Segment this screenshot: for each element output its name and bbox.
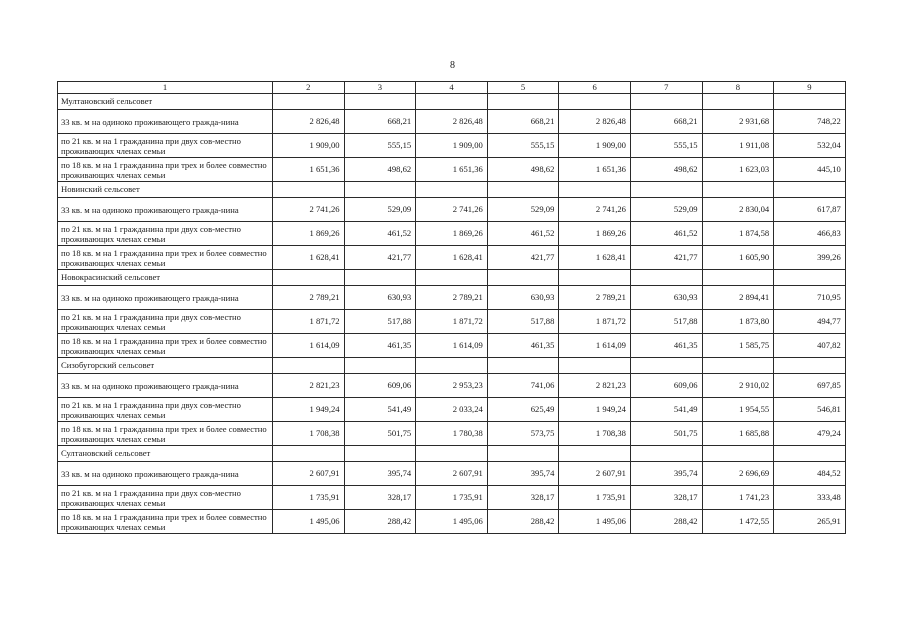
value-cell: 609,06	[344, 374, 416, 398]
value-cell: 2 741,26	[559, 198, 631, 222]
table-row	[58, 398, 846, 422]
column-header: 4	[416, 82, 488, 94]
value-cell: 1 651,36	[416, 158, 488, 182]
value-cell: 2 789,21	[273, 286, 345, 310]
section-title: Султановский сельсовет	[58, 446, 273, 462]
value-cell: 1 873,80	[702, 310, 774, 334]
value-cell: 2 789,21	[559, 286, 631, 310]
table-row	[58, 134, 846, 158]
row-label: 33 кв. м на одиноко проживающего гражда-нина	[58, 374, 273, 398]
value-cell: 710,95	[774, 286, 846, 310]
empty-cell	[559, 270, 631, 286]
value-cell: 1 909,00	[416, 134, 488, 158]
section-row	[58, 182, 846, 198]
value-cell: 630,93	[344, 286, 416, 310]
value-cell: 1 735,91	[416, 486, 488, 510]
empty-cell	[630, 270, 702, 286]
value-cell: 668,21	[487, 110, 559, 134]
row-label: по 18 кв. м на 1 гражданина при трех и более совместно проживающих членах семьи	[58, 510, 273, 534]
empty-cell	[273, 446, 345, 462]
table-row	[58, 222, 846, 246]
value-cell: 1 735,91	[559, 486, 631, 510]
value-cell: 1 871,72	[559, 310, 631, 334]
empty-cell	[273, 358, 345, 374]
empty-cell	[630, 358, 702, 374]
value-cell: 2 821,23	[273, 374, 345, 398]
value-cell: 1 735,91	[273, 486, 345, 510]
value-cell: 288,42	[344, 510, 416, 534]
value-cell: 407,82	[774, 334, 846, 358]
table-row	[58, 158, 846, 182]
value-cell: 1 871,72	[273, 310, 345, 334]
column-header: 6	[559, 82, 631, 94]
empty-cell	[487, 182, 559, 198]
value-cell: 2 826,48	[559, 110, 631, 134]
value-cell: 1 495,06	[416, 510, 488, 534]
value-cell: 421,77	[344, 246, 416, 270]
value-cell: 2 821,23	[559, 374, 631, 398]
empty-cell	[416, 446, 488, 462]
row-label: по 21 кв. м на 1 гражданина при двух сов-местно проживающих членах семьи	[58, 310, 273, 334]
value-cell: 609,06	[630, 374, 702, 398]
header-row	[58, 82, 846, 94]
empty-cell	[487, 270, 559, 286]
empty-cell	[416, 182, 488, 198]
row-label: по 21 кв. м на 1 гражданина при двух сов-местно проживающих членах семьи	[58, 222, 273, 246]
table-row	[58, 110, 846, 134]
value-cell: 555,15	[487, 134, 559, 158]
value-cell: 395,74	[487, 462, 559, 486]
value-cell: 1 869,26	[559, 222, 631, 246]
empty-cell	[416, 358, 488, 374]
empty-cell	[344, 446, 416, 462]
empty-cell	[774, 446, 846, 462]
table-row	[58, 462, 846, 486]
empty-cell	[559, 446, 631, 462]
value-cell: 2 931,68	[702, 110, 774, 134]
value-cell: 461,52	[344, 222, 416, 246]
empty-cell	[702, 94, 774, 110]
value-cell: 288,42	[487, 510, 559, 534]
empty-cell	[344, 270, 416, 286]
value-cell: 1 651,36	[273, 158, 345, 182]
column-header: 8	[702, 82, 774, 94]
value-cell: 529,09	[630, 198, 702, 222]
row-label: по 18 кв. м на 1 гражданина при трех и более совместно проживающих членах семьи	[58, 334, 273, 358]
section-title: Новинский сельсовет	[58, 182, 273, 198]
section-title: Мултановский сельсовет	[58, 94, 273, 110]
empty-cell	[344, 182, 416, 198]
value-cell: 630,93	[487, 286, 559, 310]
value-cell: 461,52	[630, 222, 702, 246]
section-title: Сизобугорский сельсовет	[58, 358, 273, 374]
empty-cell	[487, 446, 559, 462]
value-cell: 466,83	[774, 222, 846, 246]
value-cell: 1 909,00	[273, 134, 345, 158]
value-cell: 668,21	[344, 110, 416, 134]
empty-cell	[630, 446, 702, 462]
tariff-table	[57, 81, 846, 534]
value-cell: 1 869,26	[273, 222, 345, 246]
value-cell: 2 607,91	[416, 462, 488, 486]
value-cell: 1 909,00	[559, 134, 631, 158]
empty-cell	[559, 358, 631, 374]
empty-cell	[487, 358, 559, 374]
value-cell: 2 826,48	[416, 110, 488, 134]
value-cell: 1 605,90	[702, 246, 774, 270]
value-cell: 399,26	[774, 246, 846, 270]
value-cell: 2 607,91	[559, 462, 631, 486]
empty-cell	[630, 94, 702, 110]
value-cell: 517,88	[487, 310, 559, 334]
value-cell: 517,88	[344, 310, 416, 334]
empty-cell	[273, 270, 345, 286]
value-cell: 1 911,08	[702, 134, 774, 158]
table-row	[58, 486, 846, 510]
table-row	[58, 310, 846, 334]
value-cell: 498,62	[487, 158, 559, 182]
value-cell: 1 869,26	[416, 222, 488, 246]
empty-cell	[559, 94, 631, 110]
value-cell: 498,62	[630, 158, 702, 182]
value-cell: 546,81	[774, 398, 846, 422]
page-number: 8	[450, 60, 455, 71]
table-row	[58, 334, 846, 358]
value-cell: 668,21	[630, 110, 702, 134]
value-cell: 697,85	[774, 374, 846, 398]
value-cell: 501,75	[344, 422, 416, 446]
column-header: 5	[487, 82, 559, 94]
table-row	[58, 422, 846, 446]
empty-cell	[702, 270, 774, 286]
value-cell: 2 910,02	[702, 374, 774, 398]
section-row	[58, 94, 846, 110]
empty-cell	[702, 446, 774, 462]
row-label: 33 кв. м на одиноко проживающего гражда-нина	[58, 198, 273, 222]
table-row	[58, 198, 846, 222]
row-label: по 18 кв. м на 1 гражданина при трех и более совместно проживающих членах семьи	[58, 422, 273, 446]
value-cell: 1 780,38	[416, 422, 488, 446]
value-cell: 445,10	[774, 158, 846, 182]
value-cell: 479,24	[774, 422, 846, 446]
value-cell: 741,06	[487, 374, 559, 398]
value-cell: 328,17	[344, 486, 416, 510]
value-cell: 1 623,03	[702, 158, 774, 182]
section-title: Новокрасинский сельсовет	[58, 270, 273, 286]
value-cell: 461,35	[487, 334, 559, 358]
row-label: по 21 кв. м на 1 гражданина при двух сов-местно проживающих членах семьи	[58, 134, 273, 158]
value-cell: 1 949,24	[273, 398, 345, 422]
row-label: по 21 кв. м на 1 гражданина при двух сов-местно проживающих членах семьи	[58, 486, 273, 510]
column-header: 3	[344, 82, 416, 94]
value-cell: 2 033,24	[416, 398, 488, 422]
empty-cell	[702, 358, 774, 374]
value-cell: 1 472,55	[702, 510, 774, 534]
empty-cell	[344, 94, 416, 110]
table-row	[58, 510, 846, 534]
row-label: по 18 кв. м на 1 гражданина при трех и более совместно проживающих членах семьи	[58, 158, 273, 182]
value-cell: 541,49	[630, 398, 702, 422]
section-row	[58, 270, 846, 286]
value-cell: 2 741,26	[273, 198, 345, 222]
value-cell: 1 651,36	[559, 158, 631, 182]
value-cell: 1 708,38	[559, 422, 631, 446]
value-cell: 1 628,41	[559, 246, 631, 270]
empty-cell	[702, 182, 774, 198]
value-cell: 1 871,72	[416, 310, 488, 334]
value-cell: 1 614,09	[559, 334, 631, 358]
value-cell: 1 708,38	[273, 422, 345, 446]
value-cell: 573,75	[487, 422, 559, 446]
value-cell: 1 495,06	[273, 510, 345, 534]
value-cell: 1 685,88	[702, 422, 774, 446]
value-cell: 461,35	[630, 334, 702, 358]
value-cell: 630,93	[630, 286, 702, 310]
value-cell: 328,17	[630, 486, 702, 510]
value-cell: 2 953,23	[416, 374, 488, 398]
value-cell: 1 949,24	[559, 398, 631, 422]
row-label: 33 кв. м на одиноко проживающего гражда-нина	[58, 462, 273, 486]
value-cell: 494,77	[774, 310, 846, 334]
value-cell: 333,48	[774, 486, 846, 510]
value-cell: 2 789,21	[416, 286, 488, 310]
value-cell: 1 495,06	[559, 510, 631, 534]
empty-cell	[774, 270, 846, 286]
value-cell: 555,15	[630, 134, 702, 158]
value-cell: 1 585,75	[702, 334, 774, 358]
value-cell: 461,52	[487, 222, 559, 246]
empty-cell	[774, 182, 846, 198]
value-cell: 1 628,41	[273, 246, 345, 270]
value-cell: 1 954,55	[702, 398, 774, 422]
empty-cell	[416, 270, 488, 286]
value-cell: 2 826,48	[273, 110, 345, 134]
value-cell: 617,87	[774, 198, 846, 222]
value-cell: 421,77	[630, 246, 702, 270]
row-label: 33 кв. м на одиноко проживающего гражда-нина	[58, 110, 273, 134]
value-cell: 555,15	[344, 134, 416, 158]
value-cell: 748,22	[774, 110, 846, 134]
row-label: по 21 кв. м на 1 гражданина при двух сов-местно проживающих членах семьи	[58, 398, 273, 422]
column-header: 7	[630, 82, 702, 94]
value-cell: 2 894,41	[702, 286, 774, 310]
value-cell: 501,75	[630, 422, 702, 446]
value-cell: 517,88	[630, 310, 702, 334]
empty-cell	[273, 182, 345, 198]
value-cell: 1 614,09	[273, 334, 345, 358]
section-row	[58, 446, 846, 462]
value-cell: 625,49	[487, 398, 559, 422]
value-cell: 461,35	[344, 334, 416, 358]
value-cell: 421,77	[487, 246, 559, 270]
table-body	[58, 94, 846, 534]
value-cell: 529,09	[487, 198, 559, 222]
value-cell: 498,62	[344, 158, 416, 182]
table-row	[58, 286, 846, 310]
row-label: 33 кв. м на одиноко проживающего гражда-нина	[58, 286, 273, 310]
value-cell: 2 607,91	[273, 462, 345, 486]
value-cell: 484,52	[774, 462, 846, 486]
value-cell: 328,17	[487, 486, 559, 510]
empty-cell	[487, 94, 559, 110]
value-cell: 529,09	[344, 198, 416, 222]
empty-cell	[559, 182, 631, 198]
value-cell: 532,04	[774, 134, 846, 158]
empty-cell	[273, 94, 345, 110]
row-label: по 18 кв. м на 1 гражданина при трех и более совместно проживающих членах семьи	[58, 246, 273, 270]
value-cell: 1 614,09	[416, 334, 488, 358]
empty-cell	[416, 94, 488, 110]
value-cell: 395,74	[344, 462, 416, 486]
value-cell: 541,49	[344, 398, 416, 422]
empty-cell	[344, 358, 416, 374]
column-header: 9	[774, 82, 846, 94]
table-row	[58, 374, 846, 398]
value-cell: 1 874,58	[702, 222, 774, 246]
value-cell: 2 696,69	[702, 462, 774, 486]
value-cell: 2 741,26	[416, 198, 488, 222]
column-header: 1	[58, 82, 273, 94]
value-cell: 265,91	[774, 510, 846, 534]
value-cell: 395,74	[630, 462, 702, 486]
column-header: 2	[273, 82, 345, 94]
value-cell: 2 830,04	[702, 198, 774, 222]
value-cell: 288,42	[630, 510, 702, 534]
empty-cell	[774, 94, 846, 110]
empty-cell	[774, 358, 846, 374]
value-cell: 1 741,23	[702, 486, 774, 510]
empty-cell	[630, 182, 702, 198]
section-row	[58, 358, 846, 374]
value-cell: 1 628,41	[416, 246, 488, 270]
table-row	[58, 246, 846, 270]
